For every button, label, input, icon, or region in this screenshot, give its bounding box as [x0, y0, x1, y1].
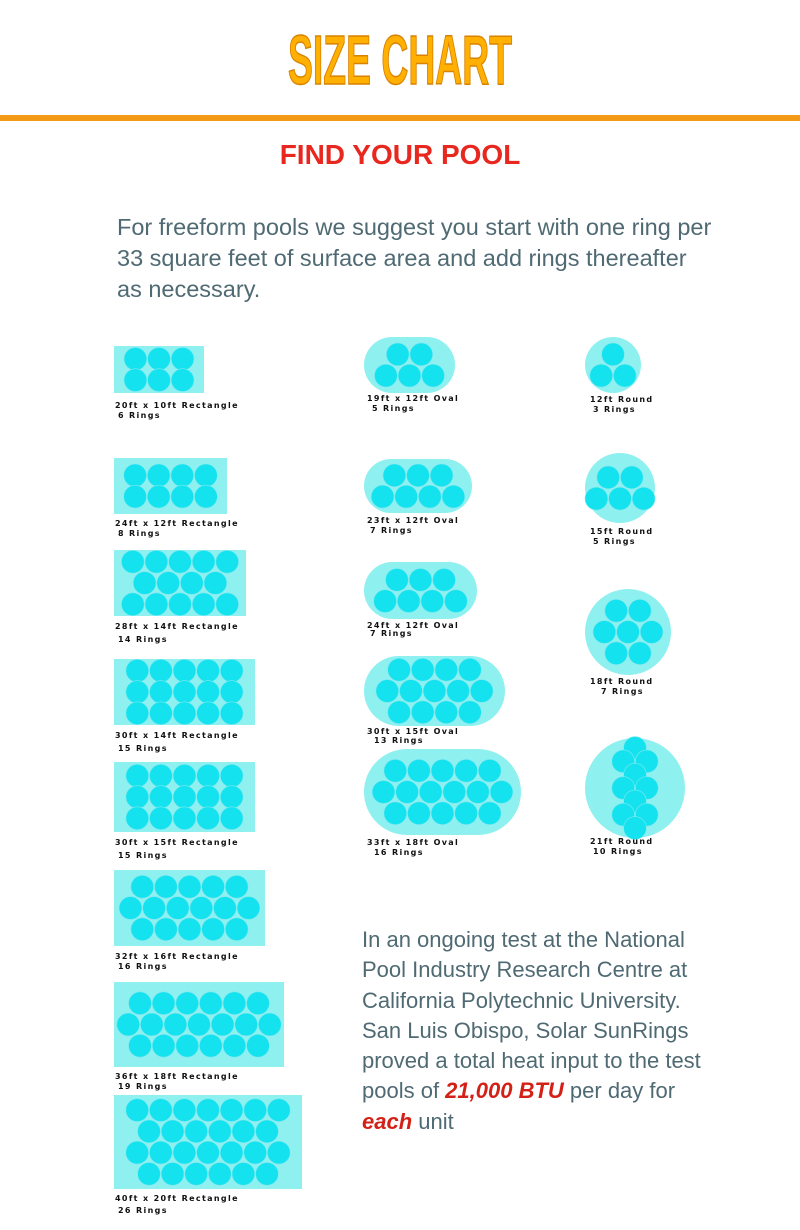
solar-ring: [147, 464, 170, 487]
solar-ring: [129, 992, 152, 1015]
pool-rings: 15 Rings: [118, 744, 168, 753]
solar-ring: [388, 658, 411, 681]
title-text: SIZE CHART: [288, 21, 512, 99]
pool-label: [115, 731, 239, 754]
solar-ring: [374, 590, 397, 613]
pool-size: 15ft Round: [590, 527, 654, 536]
solar-ring: [395, 485, 418, 508]
pool-28x14-rectangle: [114, 550, 246, 616]
solar-ring: [232, 1120, 255, 1143]
solar-ring: [171, 369, 194, 392]
pool-diagram: [585, 589, 671, 675]
solar-ring: [119, 897, 142, 920]
solar-ring: [178, 918, 201, 941]
pool-label: [590, 837, 654, 857]
pool-24x12-oval: [364, 562, 477, 619]
solar-ring: [383, 464, 406, 487]
solar-ring: [423, 680, 446, 703]
solar-ring: [138, 1162, 161, 1185]
pool-diagram: [114, 659, 255, 725]
solar-ring: [192, 593, 215, 616]
solar-ring: [169, 593, 192, 616]
solar-ring: [459, 658, 482, 681]
solar-ring: [388, 701, 411, 724]
solar-ring: [197, 1141, 220, 1164]
pool-30x14-rectangle: [114, 659, 255, 725]
solar-ring: [235, 1013, 258, 1036]
pool-rings: 8 Rings: [118, 529, 161, 538]
solar-ring: [605, 599, 628, 622]
solar-ring: [430, 464, 453, 487]
solar-ring: [148, 369, 171, 392]
solar-ring: [188, 1013, 211, 1036]
solar-ring: [384, 802, 407, 825]
pool-rings: 5 Rings: [372, 404, 415, 413]
pool-size: 24ft x 12ft Rectangle: [115, 519, 239, 528]
solar-ring: [442, 485, 465, 508]
solar-ring: [220, 659, 243, 682]
solar-ring: [267, 1141, 290, 1164]
solar-ring: [419, 781, 442, 804]
solar-ring: [459, 701, 482, 724]
solar-ring: [131, 875, 154, 898]
solar-ring: [214, 897, 237, 920]
solar-ring: [185, 1120, 208, 1143]
pool-diagram: [114, 1095, 302, 1189]
solar-ring: [150, 764, 173, 787]
solar-ring: [124, 369, 147, 392]
solar-ring: [216, 593, 239, 616]
pool-size: 32ft x 16ft Rectangle: [115, 952, 239, 961]
solar-ring: [150, 659, 173, 682]
solar-ring: [418, 485, 441, 508]
solar-ring: [180, 572, 203, 595]
pool-size: 40ft x 20ft Rectangle: [115, 1194, 239, 1203]
pool-rings: 26 Rings: [118, 1206, 168, 1215]
solar-ring: [467, 781, 490, 804]
solar-ring: [220, 786, 243, 809]
pool-diagram: [114, 870, 265, 946]
test-result-text: [362, 925, 702, 1137]
solar-ring: [173, 1099, 196, 1122]
pool-rings: 16 Rings: [374, 848, 424, 857]
solar-ring: [447, 680, 470, 703]
solar-ring: [225, 918, 248, 941]
solar-ring: [173, 807, 196, 830]
solar-ring: [216, 550, 239, 573]
solar-ring: [396, 781, 419, 804]
solar-ring: [490, 781, 513, 804]
solar-ring: [435, 701, 458, 724]
pool-label: [115, 1194, 239, 1216]
pool-label: [367, 516, 459, 536]
solar-ring: [605, 642, 628, 665]
pool-30x15-rectangle: [114, 762, 255, 832]
pool-label: [367, 621, 459, 639]
solar-ring: [145, 593, 168, 616]
pool-rings: 6 Rings: [118, 411, 161, 420]
solar-ring: [232, 1162, 255, 1185]
pool-19x12-oval: [364, 337, 455, 393]
pool-label: [367, 727, 459, 746]
solar-ring: [371, 485, 394, 508]
pool-rings: 13 Rings: [374, 736, 424, 745]
test-text-intro: In an ongoing test at the National Pool Industry Research Centre at California Polytechnic University. San Luis Obispo, Solar SunRings proved a total heat input to the test pools of: [362, 927, 701, 1104]
solar-ring: [398, 364, 421, 387]
pool-diagram: [364, 562, 477, 619]
solar-ring: [590, 364, 613, 387]
pool-label: [115, 519, 239, 539]
solar-ring: [117, 1013, 140, 1036]
pool-rings: 7 Rings: [370, 526, 413, 535]
solar-ring: [143, 897, 166, 920]
pool-rings: 16 Rings: [118, 962, 168, 971]
pool-diagram: [364, 749, 521, 835]
solar-ring: [126, 681, 149, 704]
solar-ring: [455, 759, 478, 782]
solar-ring: [173, 681, 196, 704]
pool-rings: 15 Rings: [118, 851, 168, 860]
solar-ring: [620, 466, 643, 489]
solar-ring: [435, 658, 458, 681]
solar-ring: [632, 487, 655, 510]
solar-ring: [129, 1034, 152, 1057]
pool-label: [115, 838, 239, 861]
pool-diagram: [364, 337, 455, 393]
solar-ring: [628, 599, 651, 622]
solar-ring: [431, 802, 454, 825]
solar-ring: [211, 1013, 234, 1036]
solar-ring: [197, 807, 220, 830]
solar-ring: [628, 642, 651, 665]
solar-ring: [407, 464, 430, 487]
solar-ring: [161, 1162, 184, 1185]
pool-size: 30ft x 15ft Oval: [367, 727, 460, 736]
pool-diagram: [114, 762, 255, 832]
pool-12ft-round: [585, 337, 641, 393]
solar-ring: [411, 701, 434, 724]
solar-ring: [585, 487, 608, 510]
pool-rings: 14 Rings: [118, 635, 168, 644]
solar-ring: [384, 759, 407, 782]
pool-33x18-oval: [364, 749, 521, 835]
pool-diagram: [114, 982, 284, 1067]
solar-ring: [173, 702, 196, 725]
solar-ring: [478, 759, 501, 782]
pool-23x12-oval: [364, 459, 472, 513]
pool-diagram: [114, 550, 246, 616]
solar-ring: [171, 464, 194, 487]
pool-size: 30ft x 14ft Rectangle: [115, 731, 239, 740]
solar-ring: [640, 621, 663, 644]
test-text-end: unit: [412, 1108, 454, 1134]
pool-32x16-rectangle: [114, 870, 265, 946]
solar-ring: [410, 343, 433, 366]
pool-21ft-round: [585, 738, 685, 838]
btu-highlight: 21,000 BTU: [445, 1078, 564, 1104]
solar-ring: [124, 464, 147, 487]
solar-ring: [131, 918, 154, 941]
solar-ring: [150, 702, 173, 725]
pool-18ft-round: [585, 589, 671, 675]
pool-rings: 10 Rings: [593, 847, 643, 856]
pool-24x12-rectangle: [114, 458, 227, 514]
pool-diagram: [585, 453, 655, 523]
solar-ring: [408, 802, 431, 825]
solar-ring: [408, 759, 431, 782]
solar-ring: [152, 992, 175, 1015]
solar-ring: [411, 658, 434, 681]
pool-size: 36ft x 18ft Rectangle: [115, 1072, 239, 1081]
solar-ring: [155, 875, 178, 898]
solar-ring: [192, 550, 215, 573]
pool-size: 33ft x 18ft Oval: [367, 838, 460, 847]
solar-ring: [256, 1120, 279, 1143]
solar-ring: [197, 786, 220, 809]
solar-ring: [244, 1141, 267, 1164]
page-subtitle: FIND YOUR POOL: [279, 139, 521, 170]
solar-ring: [443, 781, 466, 804]
pool-size: 21ft Round: [590, 837, 654, 846]
solar-ring: [609, 487, 632, 510]
solar-ring: [433, 568, 456, 591]
solar-ring: [199, 1034, 222, 1057]
solar-ring: [220, 681, 243, 704]
solar-ring: [149, 1099, 172, 1122]
solar-ring: [409, 568, 432, 591]
solar-ring: [202, 918, 225, 941]
solar-ring: [152, 1034, 175, 1057]
solar-ring: [223, 992, 246, 1015]
solar-ring: [121, 593, 144, 616]
solar-ring: [140, 1013, 163, 1036]
pool-size: 18ft Round: [590, 677, 654, 686]
pool-label: [590, 677, 654, 697]
solar-ring: [247, 1034, 270, 1057]
solar-ring: [166, 897, 189, 920]
solar-ring: [126, 702, 149, 725]
solar-ring: [202, 875, 225, 898]
pool-label: [115, 622, 239, 645]
solar-ring: [124, 347, 147, 370]
solar-ring: [155, 918, 178, 941]
solar-ring: [624, 817, 647, 840]
solar-ring: [478, 802, 501, 825]
solar-ring: [247, 992, 270, 1015]
pool-size: 28ft x 14ft Rectangle: [115, 622, 239, 631]
solar-ring: [455, 802, 478, 825]
pool-size: 24ft x 12ft Oval: [367, 621, 460, 630]
solar-ring: [470, 680, 493, 703]
pool-rings: 7 Rings: [370, 629, 413, 638]
solar-ring: [225, 875, 248, 898]
solar-ring: [220, 1141, 243, 1164]
pool-40x20-rectangle: [114, 1095, 302, 1189]
solar-ring: [220, 1099, 243, 1122]
solar-ring: [126, 1099, 149, 1122]
solar-ring: [267, 1099, 290, 1122]
solar-ring: [256, 1162, 279, 1185]
solar-ring: [613, 364, 636, 387]
solar-ring: [199, 992, 222, 1015]
pool-diagram: [114, 346, 204, 393]
solar-ring: [372, 781, 395, 804]
pool-rings: 5 Rings: [593, 537, 636, 546]
solar-ring: [173, 1141, 196, 1164]
solar-ring: [208, 1120, 231, 1143]
each-highlight: each: [362, 1108, 413, 1134]
solar-ring: [237, 897, 260, 920]
solar-ring: [150, 786, 173, 809]
solar-ring: [164, 1013, 187, 1036]
pool-diagram: [114, 458, 227, 514]
solar-ring: [126, 1141, 149, 1164]
pool-rings: 19 Rings: [118, 1082, 168, 1091]
pool-30x15-oval: [364, 656, 505, 726]
solar-ring: [223, 1034, 246, 1057]
solar-ring: [602, 343, 625, 366]
solar-ring: [169, 550, 192, 573]
solar-ring: [376, 680, 399, 703]
pool-diagram: [364, 459, 472, 513]
solar-ring: [121, 550, 144, 573]
solar-ring: [176, 1034, 199, 1057]
solar-ring: [400, 680, 423, 703]
solar-ring: [190, 897, 213, 920]
pool-diagram: [364, 656, 505, 726]
solar-ring: [422, 364, 445, 387]
pool-label: [115, 952, 239, 972]
solar-ring: [397, 590, 420, 613]
solar-ring: [197, 764, 220, 787]
solar-ring: [150, 807, 173, 830]
solar-ring: [178, 875, 201, 898]
solar-ring: [173, 764, 196, 787]
test-text-middle: per day for: [563, 1078, 676, 1104]
solar-ring: [148, 347, 171, 370]
solar-ring: [593, 621, 616, 644]
solar-ring: [197, 659, 220, 682]
pool-size: 23ft x 12ft Oval: [367, 516, 460, 525]
pool-36x18-rectangle: [114, 982, 284, 1067]
solar-ring: [386, 568, 409, 591]
solar-ring: [258, 1013, 281, 1036]
solar-ring: [220, 807, 243, 830]
solar-ring: [126, 764, 149, 787]
solar-ring: [220, 764, 243, 787]
pool-size: 19ft x 12ft Oval: [367, 394, 460, 403]
solar-ring: [176, 992, 199, 1015]
intro-text: For freeform pools we suggest you start with one ring per 33 square feet of surface area and add rings thereafter as necessary.: [117, 214, 712, 302]
solar-ring: [133, 572, 156, 595]
pool-diagram: [585, 738, 685, 838]
solar-ring: [220, 702, 243, 725]
solar-ring: [157, 572, 180, 595]
solar-ring: [149, 1141, 172, 1164]
solar-ring: [386, 343, 409, 366]
pool-15ft-round: [585, 453, 655, 523]
solar-ring: [161, 1120, 184, 1143]
solar-ring: [195, 464, 218, 487]
solar-ring: [145, 550, 168, 573]
solar-ring: [126, 786, 149, 809]
solar-ring: [421, 590, 444, 613]
solar-ring: [204, 572, 227, 595]
solar-ring: [597, 466, 620, 489]
pool-20x10-rectangle: [114, 346, 204, 393]
solar-ring: [617, 621, 640, 644]
solar-ring: [375, 364, 398, 387]
pool-size: 30ft x 15ft Rectangle: [115, 838, 239, 847]
pool-label: [590, 395, 654, 415]
solar-ring: [124, 485, 147, 508]
solar-ring: [431, 759, 454, 782]
solar-ring: [147, 485, 170, 508]
pool-label: [115, 1072, 239, 1092]
solar-ring: [197, 702, 220, 725]
solar-ring: [138, 1120, 161, 1143]
pool-label: [367, 838, 459, 858]
pool-size: 20ft x 10ft Rectangle: [115, 401, 239, 410]
pool-rings: 3 Rings: [593, 405, 636, 414]
solar-ring: [185, 1162, 208, 1185]
solar-ring: [445, 590, 468, 613]
solar-ring: [208, 1162, 231, 1185]
solar-ring: [173, 786, 196, 809]
solar-ring: [195, 485, 218, 508]
pool-label: [115, 401, 239, 421]
solar-ring: [173, 659, 196, 682]
pool-diagram: [585, 337, 641, 393]
solar-ring: [126, 659, 149, 682]
pool-size: 12ft Round: [590, 395, 654, 404]
page-title: [0, 0, 800, 112]
solar-ring: [197, 681, 220, 704]
solar-ring: [171, 347, 194, 370]
solar-ring: [171, 485, 194, 508]
solar-ring: [126, 807, 149, 830]
pool-label: [367, 394, 459, 414]
header-divider: [0, 115, 800, 121]
solar-ring: [197, 1099, 220, 1122]
solar-ring: [244, 1099, 267, 1122]
pool-rings: 7 Rings: [601, 687, 644, 696]
solar-ring: [150, 681, 173, 704]
pool-label: [590, 527, 654, 547]
